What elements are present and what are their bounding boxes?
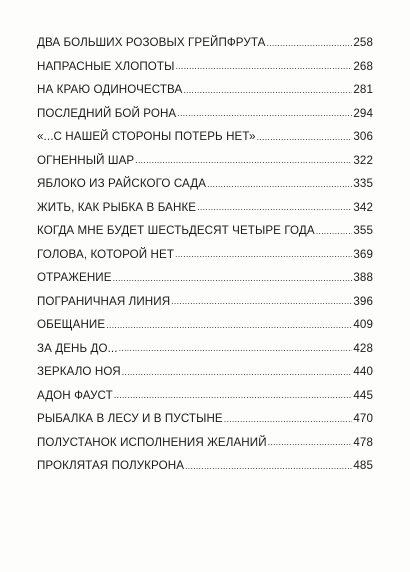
toc-entry-page: 335 <box>353 177 373 190</box>
toc-entry-title: ПОЛУСТАНОК ИСПОЛНЕНИЯ ЖЕЛАНИЙ <box>37 435 267 449</box>
toc-entry <box>37 55 373 79</box>
toc-entry-page: 470 <box>353 412 373 425</box>
toc-leader-dots <box>316 220 353 243</box>
toc-entry-title: ОТРАЖЕНИЕ <box>37 271 112 284</box>
toc-leader-dots <box>257 126 353 149</box>
toc-leader-dots <box>122 361 353 384</box>
toc-entry <box>37 384 373 408</box>
toc-entry-title: ОБЕЩАНИЕ <box>37 318 106 331</box>
toc-entry <box>37 172 373 196</box>
toc-entry-page: 440 <box>353 365 373 378</box>
toc-entry <box>37 454 373 478</box>
toc-entry-title: «...С НАШЕЙ СТОРОНЫ ПОТЕРЬ НЕТ» <box>37 130 256 143</box>
toc-entry <box>37 78 373 102</box>
toc-entry-title: КОГДА МНЕ БУДЕТ ШЕСТЬДЕСЯТ ЧЕТЫРЕ ГОДА <box>37 224 315 237</box>
toc-entry-title: ПРОКЛЯТАЯ ПОЛУКРОНА <box>37 459 185 472</box>
toc-leader-dots <box>171 290 352 313</box>
toc-leader-dots <box>266 32 352 55</box>
toc-leader-dots <box>135 149 352 172</box>
toc-leader-dots <box>175 55 352 78</box>
toc-entry <box>37 102 373 126</box>
toc-entry-title: ЯБЛОКО ИЗ РАЙСКОГО САДА <box>37 177 207 190</box>
toc-entry-page: 268 <box>353 59 373 73</box>
toc-leader-dots <box>185 455 352 478</box>
toc-entry-page: 478 <box>353 435 373 449</box>
toc-entry-page: 409 <box>353 318 373 331</box>
toc-entry-title: НА КРАЮ ОДИНОЧЕСТВА <box>37 83 183 96</box>
toc-entry-page: 281 <box>353 83 373 96</box>
toc-entry-page: 355 <box>353 224 373 237</box>
toc-entry-title: ЗА ДЕНЬ ДО... <box>37 341 118 355</box>
table-of-contents <box>37 31 373 478</box>
toc-entry <box>37 243 373 267</box>
toc-entry <box>37 313 373 337</box>
toc-entry-page: 369 <box>353 247 373 261</box>
toc-entry-title: ПОГРАНИЧНАЯ ЛИНИЯ <box>37 294 171 308</box>
toc-entry-title: ОГНЕННЫЙ ШАР <box>37 153 135 167</box>
toc-leader-dots <box>175 243 352 266</box>
toc-entry <box>37 290 373 314</box>
toc-entry-page: 342 <box>353 200 373 214</box>
toc-entry-page: 322 <box>353 153 373 167</box>
toc-entry-title: РЫБАЛКА В ЛЕСУ И В ПУСТЫНЕ <box>37 412 223 425</box>
toc-entry <box>37 31 373 55</box>
toc-leader-dots <box>224 408 353 431</box>
toc-entry-page: 294 <box>353 106 373 120</box>
toc-leader-dots <box>197 196 352 219</box>
toc-entry <box>37 407 373 431</box>
toc-leader-dots <box>207 173 352 196</box>
toc-leader-dots <box>114 384 353 407</box>
toc-entry <box>37 337 373 361</box>
toc-entry-page: 428 <box>353 341 373 355</box>
toc-leader-dots <box>106 314 352 337</box>
toc-leader-dots <box>113 267 353 290</box>
toc-entry <box>37 219 373 243</box>
toc-entry <box>37 431 373 455</box>
toc-entry-title: ГОЛОВА, КОТОРОЙ НЕТ <box>37 247 175 261</box>
toc-entry-title: НАПРАСНЫЕ ХЛОПОТЫ <box>37 59 175 73</box>
toc-entry <box>37 360 373 384</box>
toc-entry-title: ЖИТЬ, КАК РЫБКА В БАНКЕ <box>37 200 197 214</box>
toc-entry-title: ЗЕРКАЛО НОЯ <box>37 365 121 378</box>
toc-entry-page: 485 <box>353 459 373 472</box>
toc-entry-title: ПОСЛЕДНИЙ БОЙ РОНА <box>37 106 177 120</box>
toc-entry-page: 388 <box>353 271 373 284</box>
toc-leader-dots <box>268 431 353 454</box>
toc-entry <box>37 149 373 173</box>
toc-entry <box>37 266 373 290</box>
toc-entry-page: 445 <box>353 388 373 402</box>
toc-entry <box>37 196 373 220</box>
toc-entry-title: ДВА БОЛЬШИХ РОЗОВЫХ ГРЕЙПФРУТА <box>37 36 266 49</box>
toc-entry-title: АДОН ФАУСТ <box>37 388 113 402</box>
toc-entry <box>37 125 373 149</box>
toc-leader-dots <box>119 337 353 360</box>
toc-leader-dots <box>177 102 352 125</box>
toc-entry-page: 306 <box>353 130 373 143</box>
toc-entry-page: 396 <box>353 294 373 308</box>
toc-leader-dots <box>183 79 352 102</box>
toc-entry-page: 258 <box>353 36 373 49</box>
